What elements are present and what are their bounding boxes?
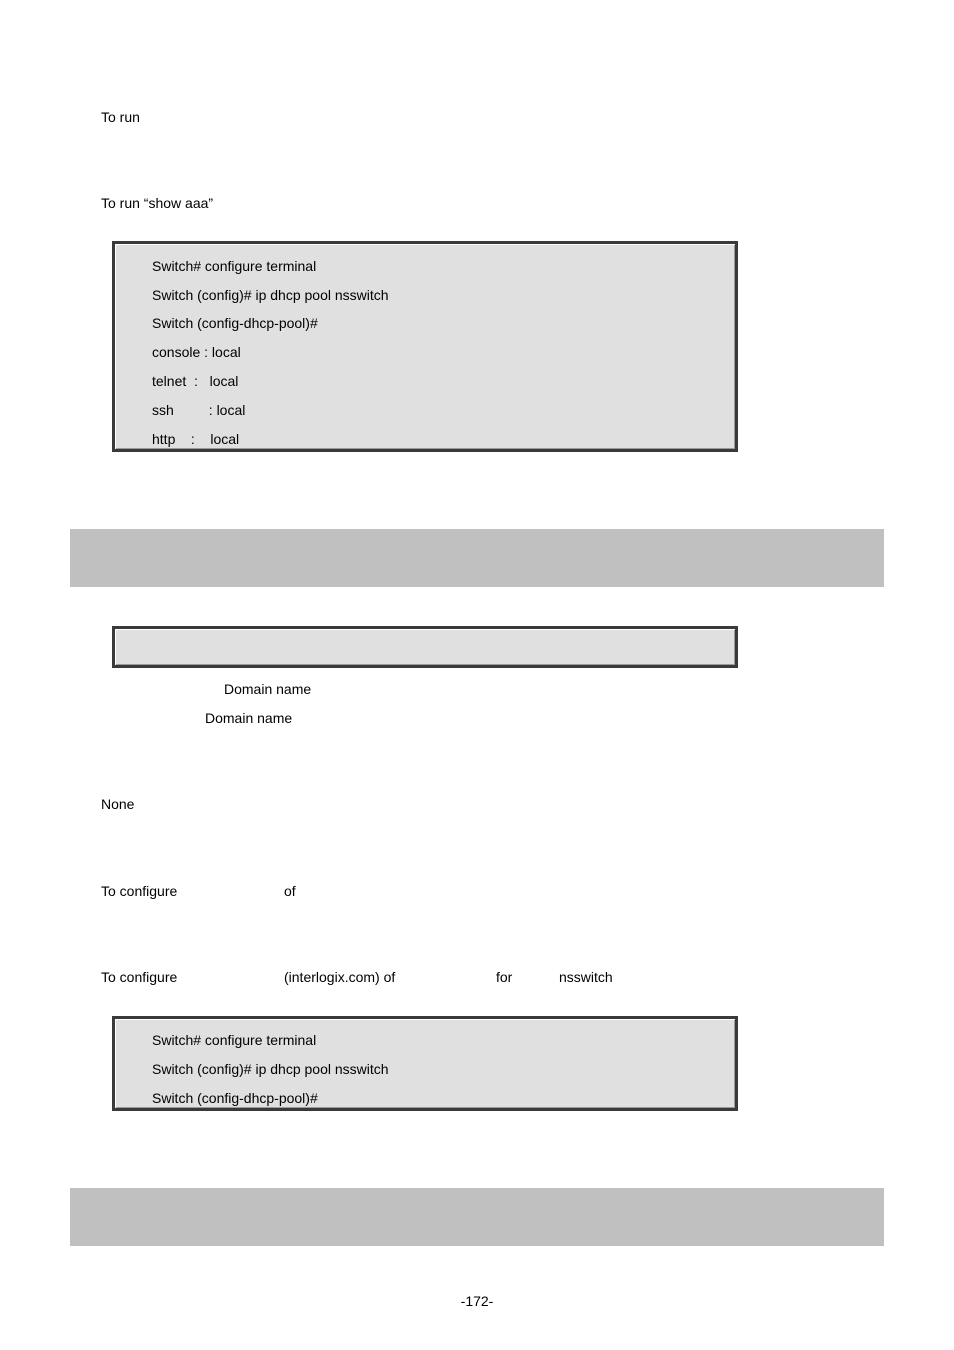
default-value: None [101,796,135,812]
code-line: console : local [152,344,241,360]
code-line: ssh : local [152,402,246,418]
code-line: Switch# configure terminal [152,258,317,274]
code-line: Switch# configure terminal [152,1032,317,1048]
example-to-configure: To configure [101,969,178,985]
parameter-description: Domain name [224,681,312,697]
example-pool: nsswitch [559,969,613,985]
code-block-1 [112,241,738,452]
code-line: Switch (config-dhcp-pool)# [152,315,318,331]
code-line: Switch (config)# ip dhcp pool nsswitch [152,287,389,303]
page-number: -172- [460,1293,494,1309]
parameter-description: Domain name [205,710,293,726]
code-block-2 [112,1016,738,1111]
code-line: Switch (config-dhcp-pool)# [152,1090,318,1106]
to-run-text: To run [101,109,140,125]
to-run-show-aaa-text: To run “show aaa” [101,195,214,211]
command-syntax-box [112,626,738,668]
code-line: Switch (config)# ip dhcp pool nsswitch [152,1061,389,1077]
usage-of: of [284,883,296,899]
section-heading-band [70,1188,884,1246]
code-line: http : local [152,431,240,447]
code-line: telnet : local [152,373,239,389]
usage-to-configure: To configure [101,883,178,899]
example-for: for [496,969,513,985]
section-heading-band [70,529,884,587]
example-domain: (interlogix.com) of [284,969,396,985]
